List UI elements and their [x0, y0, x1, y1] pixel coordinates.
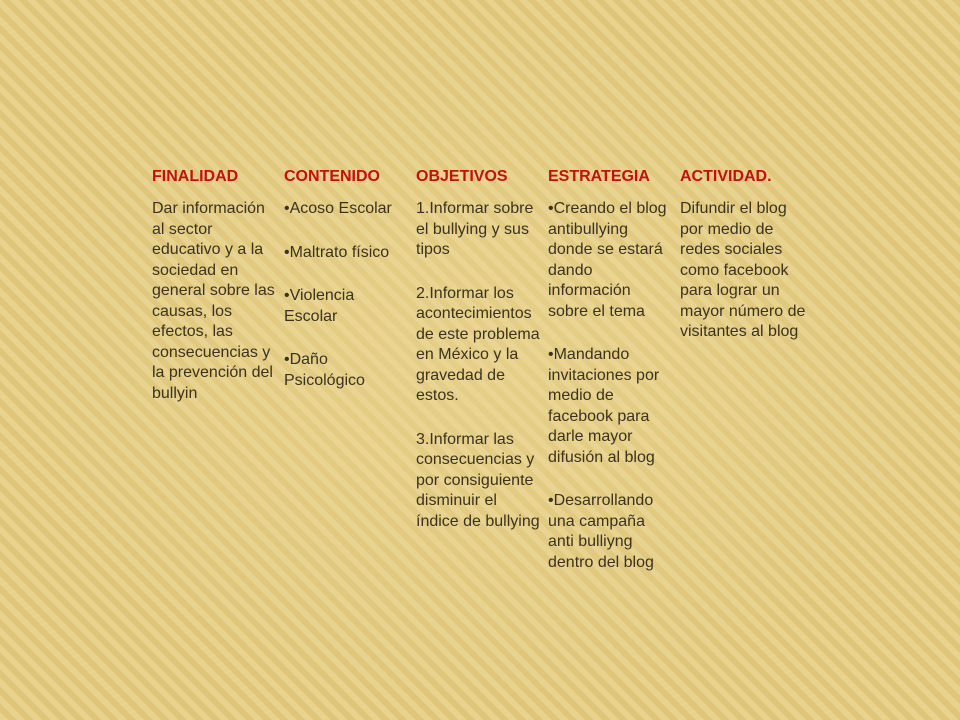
header-estrategia: ESTRATEGIA	[548, 168, 650, 185]
contenido-item: •Maltrato físico	[284, 243, 390, 261]
estrategia-item: •Desarrollando una campaña anti bulliyng dentro del blog	[548, 492, 654, 571]
table-row	[148, 195, 811, 573]
contenido-item: •Acoso Escolar	[284, 200, 392, 217]
cell-finalidad	[148, 195, 280, 573]
header-row	[148, 163, 811, 195]
actividad-text: Difundir el blog por medio de redes sociales como facebook para lograr un mayor número de visitantes al blog	[680, 200, 806, 340]
estrategia-item: •Creando el blog antibullying donde se estará dando información sobre el tema	[548, 200, 667, 320]
estrategia-item: •Mandando invitaciones por medio de facebook para darle mayor difusión al blog	[548, 346, 660, 466]
header-finalidad: FINALIDAD	[152, 168, 239, 185]
finalidad-text: Dar información al sector educativo y a la sociedad en general sobre las causas, los efectos, las consecuencias y la prevención del bullyin	[152, 200, 275, 402]
cell-estrategia	[544, 195, 676, 573]
header-actividad: ACTIVIDAD.	[680, 168, 772, 185]
objetivo-item: 1.Informar sobre el bullying y sus tipos	[416, 200, 534, 258]
cell-actividad	[676, 195, 811, 573]
objetivo-item: 3.Informar las consecuencias y por consiguiente disminuir el índice de bullying	[416, 430, 540, 530]
contenido-item: •Violencia Escolar	[284, 287, 355, 325]
header-contenido: CONTENIDO	[284, 168, 380, 185]
header-objetivos: OBJETIVOS	[416, 168, 508, 185]
cell-contenido	[280, 195, 412, 573]
contenido-item: •Daño Psicológico	[284, 351, 365, 389]
cell-objetivos	[412, 195, 544, 573]
content-table	[148, 163, 811, 573]
objetivo-item: 2.Informar los acontecimientos de este problema en México y la gravedad de estos.	[416, 284, 540, 404]
